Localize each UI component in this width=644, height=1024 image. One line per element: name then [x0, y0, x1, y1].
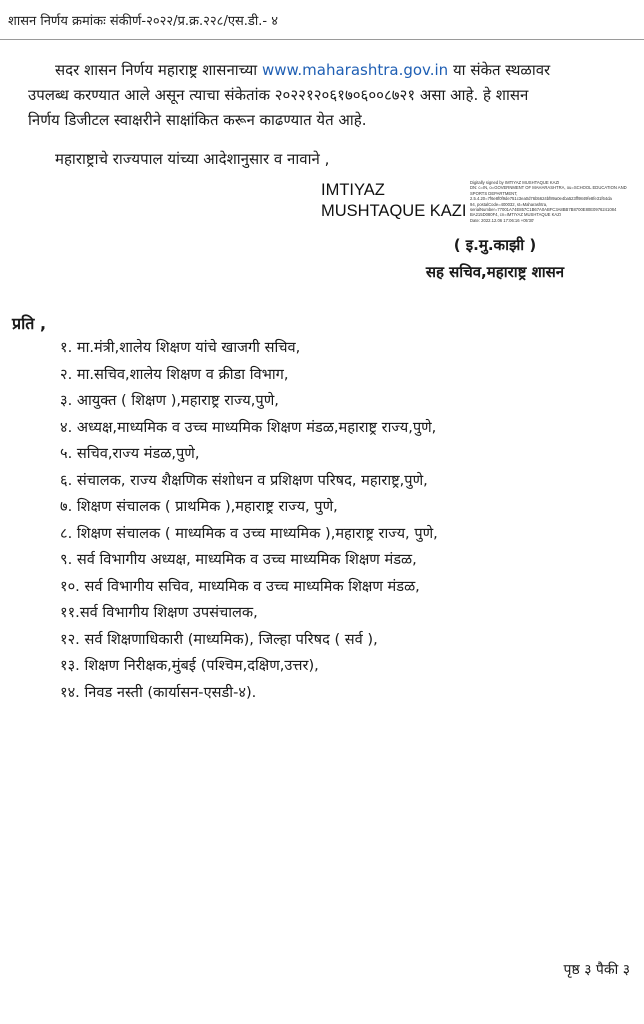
- list-item: २. मा.सचिव,शालेय शिक्षण व क्रीडा विभाग,: [60, 365, 289, 383]
- list-item: ३. आयुक्त ( शिक्षण ),महाराष्ट्र राज्य,पुणे,: [60, 392, 279, 409]
- order-number: शासन निर्णय क्रमांकः संकीर्ण-२०२२/प्र.क्र.२२८/एस.डी.- ४: [8, 14, 278, 29]
- list-item: ८. शिक्षण संचालक ( माध्यमिक व उच्च माध्यमिक ),महाराष्ट्र राज्य, पुणे,: [60, 524, 438, 542]
- signatory-initials: ( इ.मु.काझी ): [453, 236, 537, 254]
- signatory-block: [380, 232, 610, 286]
- body-paragraph: [28, 58, 615, 133]
- governor-order-line: महाराष्ट्राचे राज्यपाल यांच्या आदेशानुसार व नावाने ,: [55, 150, 330, 168]
- digital-signature-details: Digitally signed by IMTIYAZ MUSHTAQUE KAZI DN: c=IN, o=GOVERNMENT OF MAHARASHTRA, ou=SCHOOL EDUCATION AND SPORTS DEPARTMENT, 2.5.4.20=7f6e8f0f9de751c3ea0d76b5624bf89a0e4ba523ff9849fe8fe31f64da 94, postalCode=400032, st=Maharashtra, serialNumber=77001A74E857C1B67A0ABFC3A8BB7B8700E80E0976241084 BA215D080F4, cn=IMTIYAZ MUSHTAQUE KAZI Date: 2022.12.06 17:06:16 +05'30': [470, 180, 627, 223]
- paragraph-line-3: निर्णय डिजीटल स्वाक्षरीने साक्षांकित करून काढण्यात येत आहे.: [28, 111, 367, 129]
- paragraph-line-2: उपलब्ध करण्यात आले असून त्याचा संकेतांक २०२२१२०६१७०६००८७२१ असा आहे. हे शासन: [28, 86, 529, 104]
- list-item: ५. सचिव,राज्य मंडळ,पुणे,: [60, 445, 200, 462]
- list-item: ११.सर्व विभागीय शिक्षण उपसंचालक,: [60, 604, 258, 621]
- list-item: ७. शिक्षण संचालक ( प्राथमिक ),महाराष्ट्र राज्य, पुणे,: [60, 498, 338, 515]
- signatory-designation: सह सचिव,महाराष्ट्र शासन: [425, 263, 565, 281]
- list-item: १२. सर्व शिक्षणाधिकारी (माध्यमिक), जिल्हा परिषद ( सर्व ),: [60, 630, 378, 648]
- list-item: ४. अध्यक्ष,माध्यमिक व उच्च माध्यमिक शिक्षण मंडळ,महाराष्ट्र राज्य,पुणे,: [60, 418, 437, 436]
- list-item: १३. शिक्षण निरीक्षक,मुंबई (पश्चिम,दक्षिण,उत्तर),: [60, 657, 319, 674]
- list-item: १०. सर्व विभागीय सचिव, माध्यमिक व उच्च माध्यमिक शिक्षण मंडळ,: [60, 577, 420, 595]
- paragraph-line-1: सदर शासन निर्णय महाराष्ट्र शासनाच्या www.maharashtra.gov.in या संकेत स्थळावर: [55, 61, 551, 79]
- recipients-heading: प्रति ,: [12, 314, 47, 333]
- digital-signature-name: IMTIYAZ MUSHTAQUE KAZI: [321, 181, 467, 220]
- page-number: पृष्ठ ३ पैकी ३: [563, 962, 630, 978]
- list-item: १. मा.मंत्री,शालेय शिक्षण यांचे खाजगी सचिव,: [60, 339, 301, 356]
- page-header: [0, 0, 644, 40]
- list-item: ६. संचालक, राज्य शैक्षणिक संशोधन व प्रशिक्षण परिषद, महाराष्ट्र,पुणे,: [60, 471, 428, 489]
- list-item: ९. सर्व विभागीय अध्यक्ष, माध्यमिक व उच्च माध्यमिक शिक्षण मंडळ,: [60, 551, 417, 568]
- website-link[interactable]: www.maharashtra.gov.in: [261, 61, 449, 79]
- recipients-list: [60, 335, 438, 706]
- list-item: १४. निवड नस्ती (कार्यासन-एसडी-४).: [60, 683, 257, 701]
